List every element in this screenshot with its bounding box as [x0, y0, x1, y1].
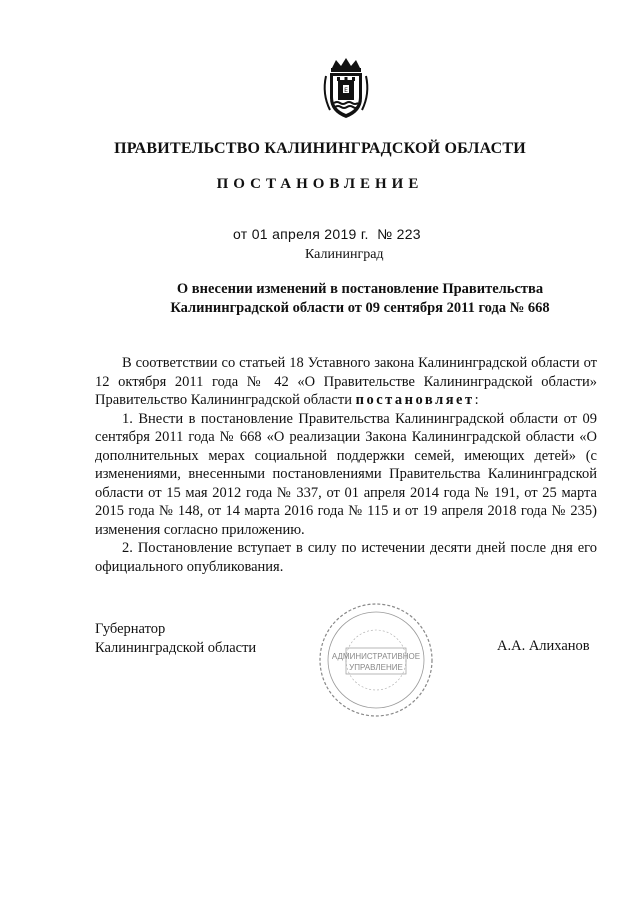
seal-text: УПРАВЛЕНИЕ — [349, 663, 403, 672]
document-number: 223 — [396, 226, 421, 242]
document-type: ПОСТАНОВЛЕНИЕ — [216, 176, 424, 192]
signatory-title-line: Губернатор — [95, 621, 166, 637]
coat-of-arms-icon — [318, 58, 374, 120]
city: Калининград — [305, 247, 384, 262]
subject-line: Калининградской области от 09 сентября 2011 года № 668 — [170, 300, 550, 316]
subject-line: О внесении изменений в постановление Правительства — [176, 281, 544, 297]
date-number-line — [233, 226, 421, 242]
preamble-text: В соответствии со статьей 18 Уставного закона Калининградской области от 12 октября 2011 года № 42 «О Правительстве Калининградской области» Правительство Калининградской области — [95, 355, 597, 408]
preamble-end: : — [474, 392, 479, 408]
government-name: ПРАВИТЕЛЬСТВО КАЛИНИНГРАДСКОЙ ОБЛАСТИ — [114, 140, 526, 157]
signatory-name: А.А. Алиханов — [497, 638, 590, 654]
paragraph-item-2: 2. Постановление вступает в силу по истечении десяти дней после дня его официального опубликования. — [95, 540, 597, 575]
signatory-title-line: Калининградской области — [95, 640, 257, 656]
date-prefix: от — [233, 226, 248, 242]
paragraph-preamble — [95, 354, 597, 410]
document-body — [95, 354, 597, 576]
paragraph-item-1: 1. Внести в постановление Правительства Калининградской области от 09 сентября 2011 года № 668 «О реализации Закона Калининградской области «О дополнительных мерах социальной поддержки семей, имеющих детей» (с изменениями, внесенными постановлениями Правительства Калининградской области от 15 мая 2012 года № 337, от 01 апреля 2014 года № 191, от 25 марта 2015 года № 148, от 14 марта 2016 года № 115 и от 19 апреля 2018 года № 235) изменения согласно приложению. — [95, 410, 597, 538]
svg-text:Е: Е — [344, 87, 348, 94]
signatory-title — [95, 620, 256, 658]
official-seal-icon — [316, 600, 436, 720]
seal-text: АДМИНИСТРАТИВНОЕ — [331, 652, 421, 661]
document-subject — [150, 280, 570, 318]
document-date: 01 апреля 2019 г. — [251, 226, 369, 242]
number-label: № — [377, 226, 393, 242]
resolves-keyword: постановляет — [355, 392, 475, 408]
